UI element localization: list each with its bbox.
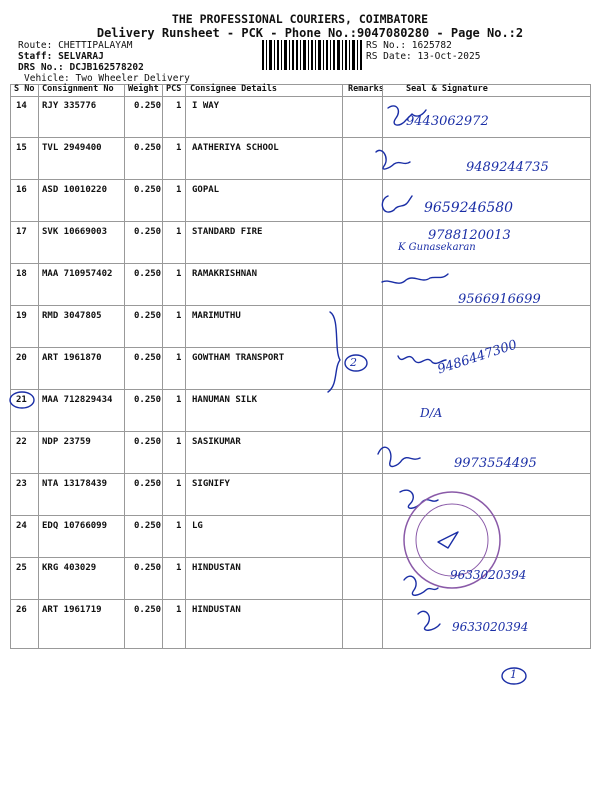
row-weight: 0.250 (134, 479, 162, 489)
col-remarks: Remarks (348, 84, 384, 94)
row-weight: 0.250 (134, 563, 162, 573)
vehicle-value: Two Wheeler Delivery (75, 73, 190, 84)
row-weight: 0.250 (134, 521, 162, 531)
rs-date-value: 13-Oct-2025 (417, 51, 481, 62)
col-consignee: Consignee Details (190, 84, 277, 94)
row-consignee: GOPAL (192, 185, 220, 195)
staff-label: Staff: (18, 51, 53, 62)
row-consignee: HINDUSTAN (192, 563, 241, 573)
row-sno: 24 (16, 521, 27, 531)
row-sno: 20 (16, 353, 27, 363)
rs-no-value: 1625782 (411, 40, 452, 51)
row-consignment: RJY 335776 (42, 101, 97, 111)
handwritten-phone-18: 9566916699 (458, 292, 541, 307)
handwritten-remark-21: D/A (420, 406, 443, 420)
runsheet-title: Delivery Runsheet - PCK - Phone No.:9047080280 - Page No.:2 (96, 26, 524, 40)
row-consignment: SVK 10669003 (42, 227, 108, 237)
row-pcs: 1 (176, 479, 182, 489)
row-consignee: LG (192, 521, 203, 531)
row-consignment: ART 1961870 (42, 353, 102, 363)
col-pcs: PCS (166, 84, 182, 94)
drs-value: DCJB162578202 (69, 62, 144, 73)
row-weight: 0.250 (134, 353, 162, 363)
row-pcs: 1 (176, 563, 182, 573)
row-pcs: 1 (176, 143, 182, 153)
col-seal-signature: Seal & Signature (406, 84, 488, 94)
route-value: CHETTIPALAYAM (58, 40, 133, 51)
vehicle-label: Vehicle: (24, 73, 70, 84)
row-consignee: MARIMUTHU (192, 311, 241, 321)
col-weight: Weight (128, 84, 159, 94)
row-consignment: MAA 710957402 (42, 269, 113, 279)
drs-label: DRS No.: (18, 62, 64, 73)
row-weight: 0.250 (134, 395, 162, 405)
row-pcs: 1 (176, 185, 182, 195)
row-pcs: 1 (176, 269, 182, 279)
row-weight: 0.250 (134, 311, 162, 321)
handwritten-phone-26: 9633020394 (452, 620, 529, 634)
row-consignment: TVL 2949400 (42, 143, 102, 153)
col-sno: S No (14, 84, 35, 94)
row-weight: 0.250 (134, 437, 162, 447)
rs-no-label: RS No.: (366, 40, 407, 51)
row-consignment: MAA 712829434 (42, 395, 113, 405)
handwritten-name-17: K Gunasekaran (398, 242, 476, 253)
handwritten-phone-17: 9788120013 (428, 228, 511, 243)
row-weight: 0.250 (134, 269, 162, 279)
handwritten-phone-15: 9489244735 (466, 160, 549, 175)
row-consignee: SIGNIFY (192, 479, 230, 489)
row-pcs: 1 (176, 521, 182, 531)
row-consignment: ART 1961719 (42, 605, 102, 615)
row-weight: 0.250 (134, 143, 162, 153)
row-pcs: 1 (176, 311, 182, 321)
route-label: Route: (18, 40, 53, 51)
row-pcs: 1 (176, 605, 182, 615)
row-consignee: I WAY (192, 101, 220, 111)
row-pcs: 1 (176, 353, 182, 363)
row-sno: 14 (16, 101, 27, 111)
handwritten-phone-22: 9973554495 (454, 456, 537, 471)
row-sno: 26 (16, 605, 27, 615)
row-weight: 0.250 (134, 605, 162, 615)
handwritten-remark-19-20: 2 (350, 356, 357, 369)
row-pcs: 1 (176, 227, 182, 237)
row-weight: 0.250 (134, 101, 162, 111)
row-consignee: STANDARD FIRE (192, 227, 263, 237)
row-consignment: ASD 10010220 (42, 185, 108, 195)
rs-date-label: RS Date: (366, 51, 412, 62)
row-consignment: NTA 13178439 (42, 479, 108, 489)
handwritten-page-mark: 1 (510, 668, 517, 681)
handwritten-phone-25: 9633020394 (450, 568, 527, 582)
row-pcs: 1 (176, 437, 182, 447)
row-sno: 19 (16, 311, 27, 321)
row-consignee: SASIKUMAR (192, 437, 241, 447)
row-sno: 15 (16, 143, 27, 153)
row-sno: 25 (16, 563, 27, 573)
row-weight: 0.250 (134, 227, 162, 237)
handwritten-phone-16: 9659246580 (424, 200, 514, 216)
col-consignment: Consignment No (42, 84, 114, 94)
row-sno: 22 (16, 437, 27, 447)
company-name: THE PROFESSIONAL COURIERS, COIMBATORE (171, 12, 429, 26)
row-consignee: GOWTHAM TRANSPORT (192, 353, 285, 363)
row-consignee: AATHERIYA SCHOOL (192, 143, 279, 153)
handwritten-phone-14: 9443062972 (406, 114, 489, 129)
row-sno: 23 (16, 479, 27, 489)
staff-value: SELVARAJ (58, 51, 104, 62)
row-consignment: EDQ 10766099 (42, 521, 108, 531)
row-consignee: HINDUSTAN (192, 605, 241, 615)
row-consignee: RAMAKRISHNAN (192, 269, 258, 279)
row-consignee: HANUMAN SILK (192, 395, 258, 405)
row-pcs: 1 (176, 101, 182, 111)
row-consignment: RMD 3047805 (42, 311, 102, 321)
row-consignment: NDP 23759 (42, 437, 91, 447)
row-sno: 21 (16, 395, 27, 405)
row-consignment: KRG 403029 (42, 563, 97, 573)
row-sno: 17 (16, 227, 27, 237)
row-sno: 16 (16, 185, 27, 195)
row-sno: 18 (16, 269, 27, 279)
handwritten-phone-20: 9486447300 (435, 337, 520, 378)
row-weight: 0.250 (134, 185, 162, 195)
row-pcs: 1 (176, 395, 182, 405)
